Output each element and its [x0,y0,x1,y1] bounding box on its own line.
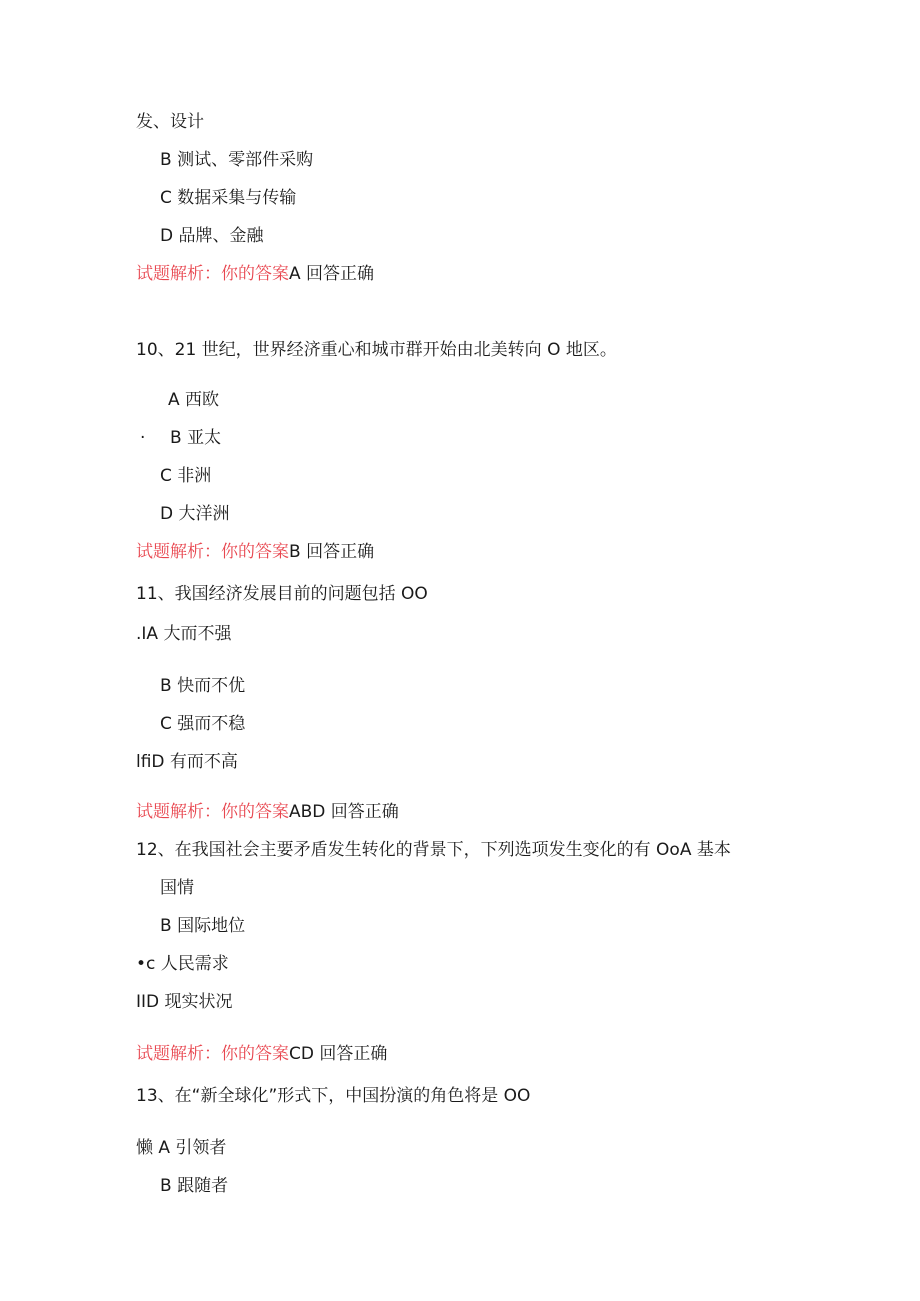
analysis-line [136,1042,387,1066]
answer-text: B 回答正确 [289,542,375,562]
option-a: A 西欧 [168,390,220,410]
option-b: B 国际地位 [160,916,246,936]
answer-text: ABD 回答正确 [289,802,399,822]
question-12: 12、在我国社会主要矛盾发生转化的背景下，下列选项发生变化的有 OoA 基本 [136,840,731,860]
answer-text: A 回答正确 [289,264,375,284]
option-b: B 快而不优 [160,676,246,696]
question-12-continued: 国情 [160,878,194,898]
answer-text: CD 回答正确 [289,1044,388,1064]
option-d: IID 现实状况 [136,992,233,1012]
option-a: .IA 大而不强 [136,624,232,644]
analysis-line [136,262,374,286]
option-c: C 强而不稳 [160,714,246,734]
analysis-label: 试题解析：你的答案 [136,542,289,562]
option-b: B 测试、零部件采购 [160,150,314,170]
analysis-line [136,540,374,564]
option-d: D 品牌、金融 [160,226,264,246]
analysis-line [136,800,399,824]
option-text: 发、设计 [136,112,204,132]
analysis-label: 试题解析：你的答案 [136,1044,289,1064]
option-c: C 数据采集与传输 [160,188,297,208]
option-d: lfiD 有而不高 [136,752,238,772]
option-d: D 大洋洲 [160,504,230,524]
option-c: •c 人民需求 [136,954,229,974]
option-b: B 跟随者 [160,1176,229,1196]
option-c: C 非洲 [160,466,212,486]
analysis-label: 试题解析：你的答案 [136,264,289,284]
option-b: B 亚太 [170,428,222,448]
question-10: 10、21 世纪，世界经济重心和城市群开始由北美转向 O 地区。 [136,340,617,360]
question-11: 11、我国经济发展目前的问题包括 OO [136,584,428,604]
option-a: 懒 A 引领者 [136,1138,227,1158]
analysis-label: 试题解析：你的答案 [136,802,289,822]
question-13: 13、在“新全球化”形式下，中国扮演的角色将是 OO [136,1086,531,1106]
bullet-mark: · [140,428,146,448]
